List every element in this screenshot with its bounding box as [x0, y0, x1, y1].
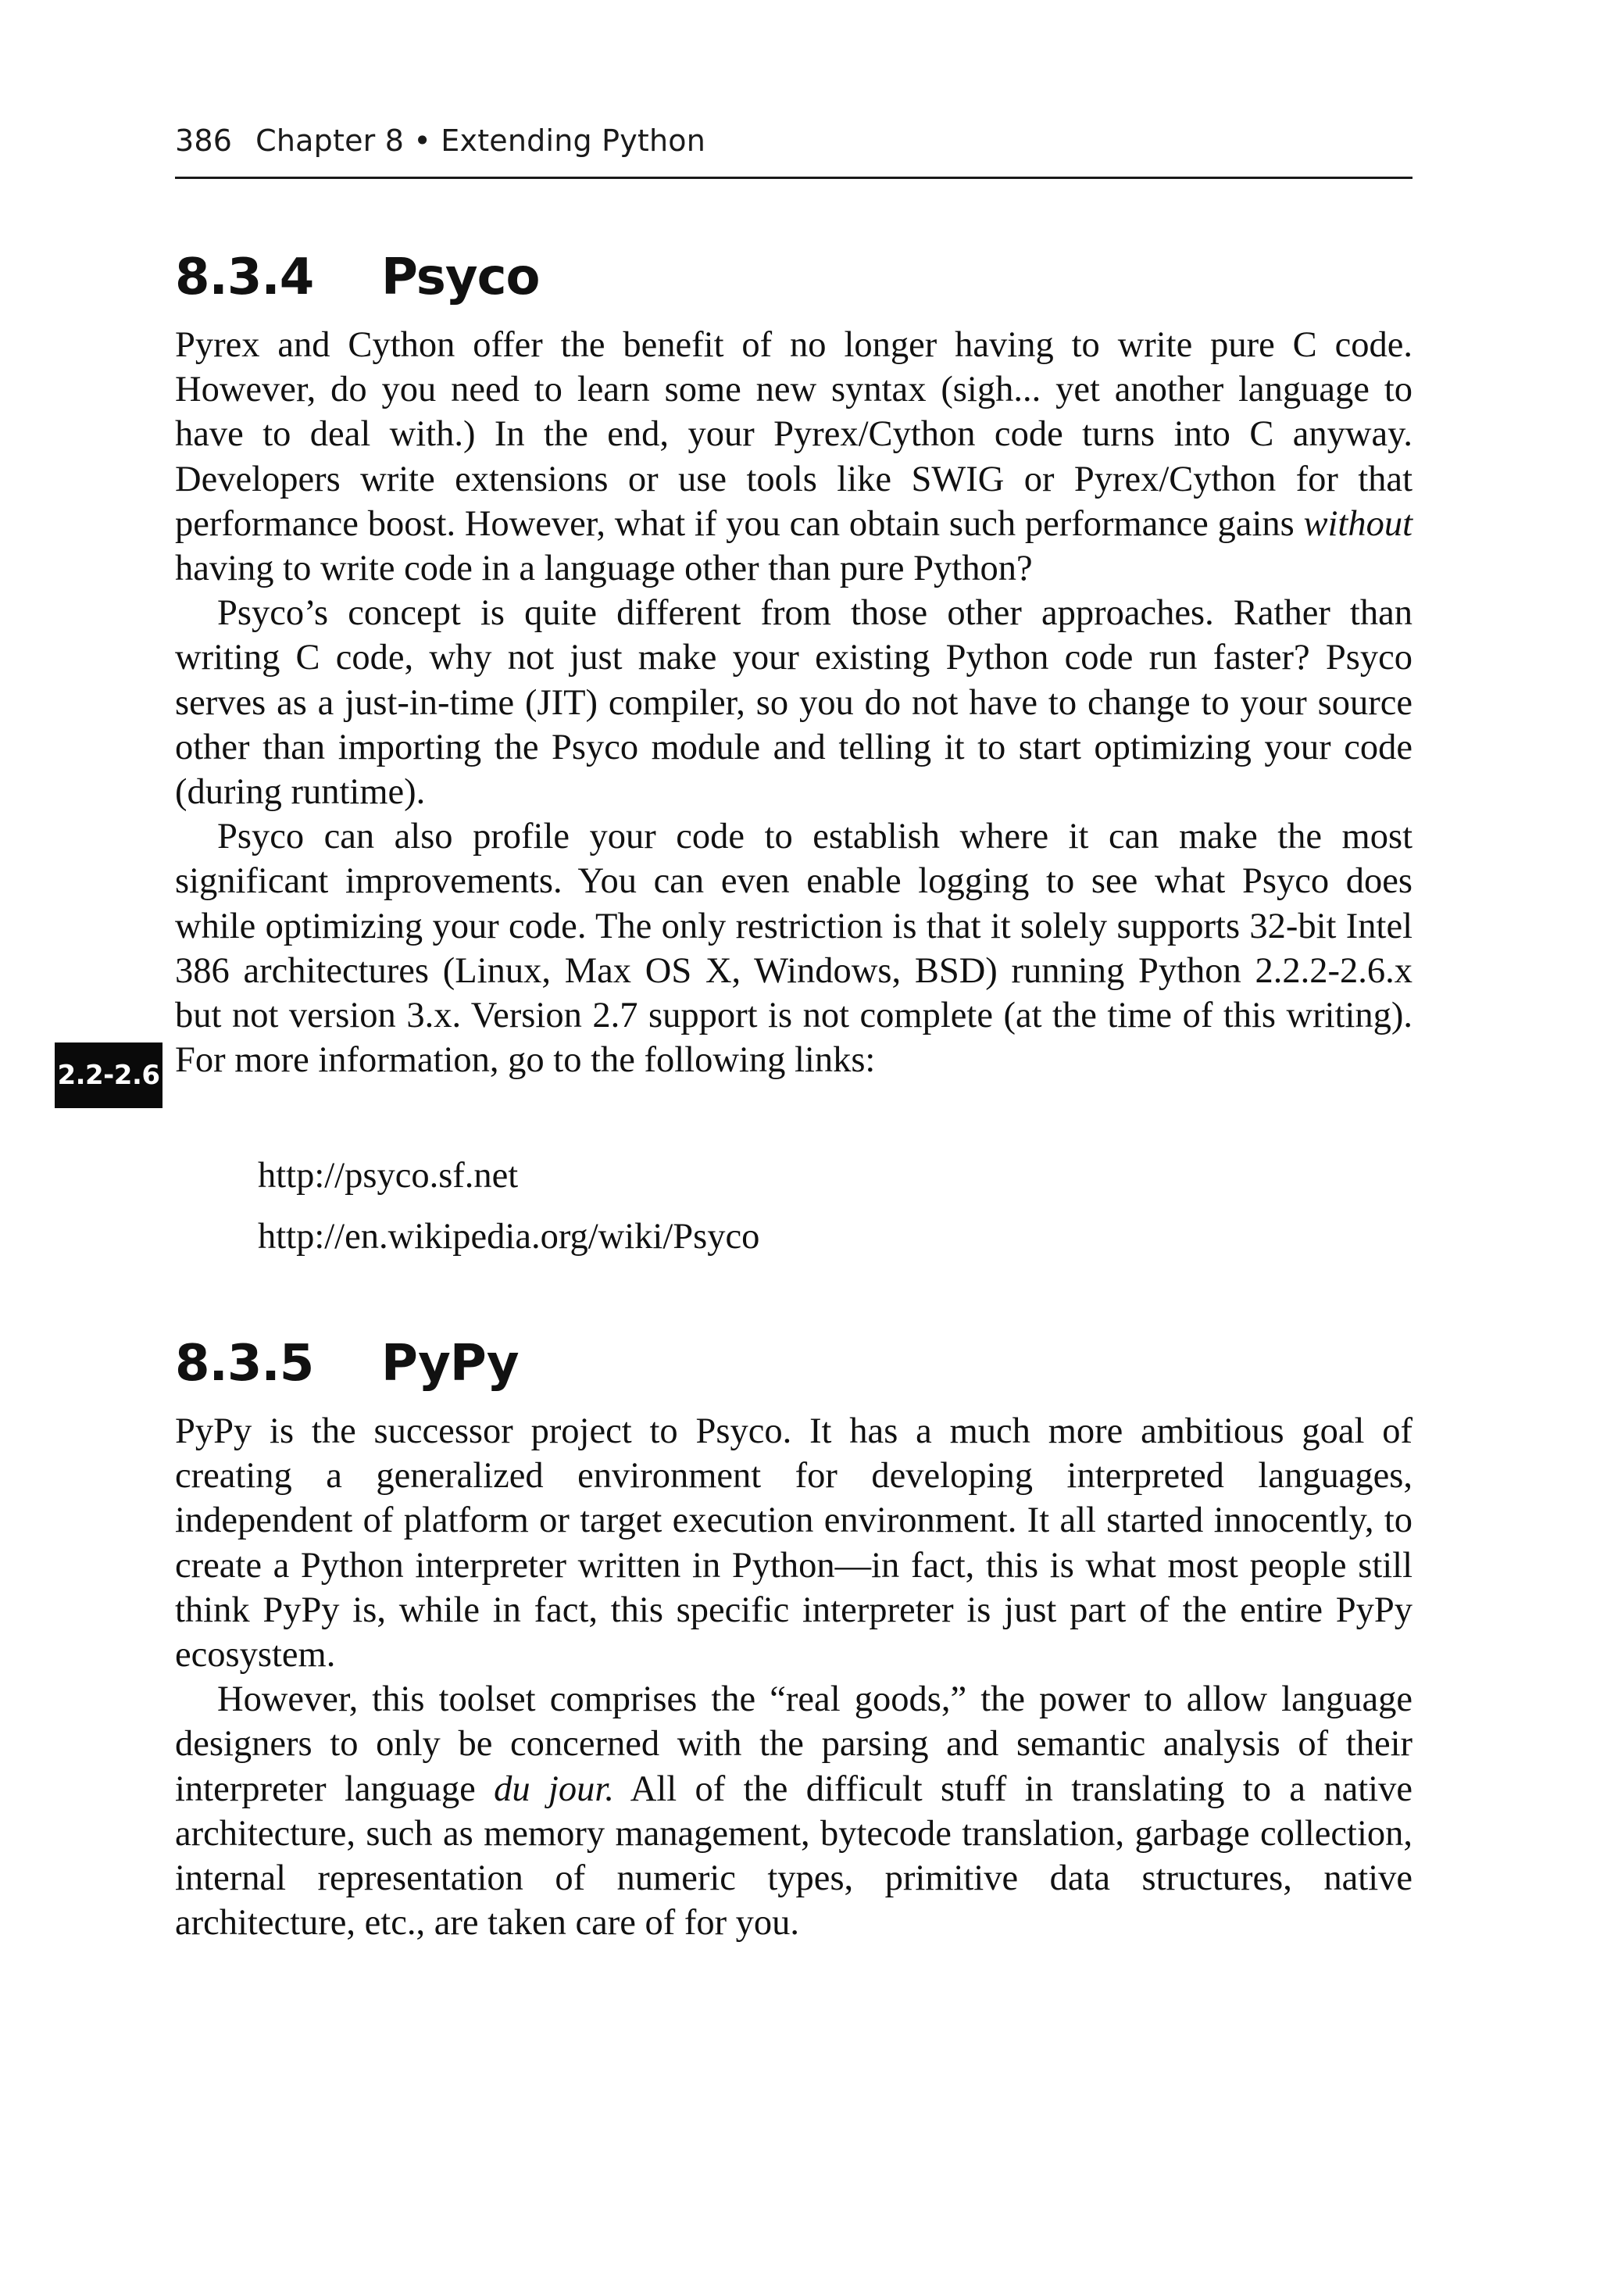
link-psyco-site[interactable]: http://psyco.sf.net [258, 1156, 519, 1196]
version-margin-badge: 2.2-2.6 [55, 1042, 162, 1108]
section-number: 8.3.4 [175, 249, 314, 306]
paragraph [175, 1677, 1412, 1945]
paragraph: Psyco can also profile your code to establish where it can make the most significant improvements. You can even enable logging to see what Psyco does while optimizing your code. The only restriction is that it solely supports 32-bit Intel 386 architectures (Linux, Max OS X, Windows, BSD) running Python 2.2.2-2.6.x but not version 3.x. Version 2.7 support is not complete (at the time of this writing). For more information, go to the following links: [175, 817, 1412, 1081]
section-title: Psyco [381, 249, 540, 306]
paragraph-text: All of the difficult stuff in translating to a native architecture, such as memory management, bytecode translation, garbage collection, internal representation of numeric types, primitive data structures, native architecture, etc., are taken care of for you. [175, 1768, 1412, 1944]
link-list [258, 1146, 759, 1268]
emphasis-text: du jour. [494, 1768, 614, 1809]
running-head [175, 123, 705, 158]
paragraph [175, 323, 1412, 591]
paragraph: PyPy is the successor project to Psyco. It has a much more ambitious goal of creating a generalized environment for developing interpreted languages, independent of platform or target execution environment. It all started innocently, to create a Python interpreter written in Python—in fact, this is what most people still think PyPy is, while in fact, this specific interpreter is just part of the entire PyPy ecosystem. [175, 1411, 1412, 1676]
header-rule [175, 177, 1412, 179]
paragraph-text: having to write code in a language other than pure Python? [175, 549, 1033, 589]
section-body-pypy [175, 1409, 1412, 1945]
link-psyco-wikipedia[interactable]: http://en.wikipedia.org/wiki/Psyco [258, 1217, 760, 1257]
page-number: 386 [175, 123, 233, 158]
paragraph-text: Pyrex and Cython offer the benefit of no longer having to write pure C code. However, do you need to learn some new syntax (sigh... yet another language to have to deal with.) In the end, your Pyrex/Cython code turns into C anyway. Developers write extensions or use tools like SWIG or Pyrex/Cython for that performance boost. However, what if you can obtain such performance gains [175, 325, 1412, 544]
section-number: 8.3.5 [175, 1335, 314, 1393]
section-heading-pypy [175, 1335, 519, 1393]
paragraph-text: However, this toolset comprises the “real goods,” the power to allow language designers to only be concerned with the parsing and semantic analysis of their interpreter language [175, 1679, 1412, 1809]
section-title: PyPy [381, 1335, 519, 1393]
paragraph: Psyco’s concept is quite different from those other approaches. Rather than writing C code, why not just make your existing Python code run faster? Psyco serves as a just-in-time (JIT) compiler, so you do not have to change to your source other than importing the Psyco module and telling it to start optimizing your code (during runtime). [175, 593, 1412, 813]
section-body-psyco [175, 323, 1412, 1082]
emphasis-text: without [1303, 503, 1412, 544]
section-heading-psyco [175, 249, 540, 306]
chapter-label: Chapter 8 • Extending Python [255, 123, 706, 158]
